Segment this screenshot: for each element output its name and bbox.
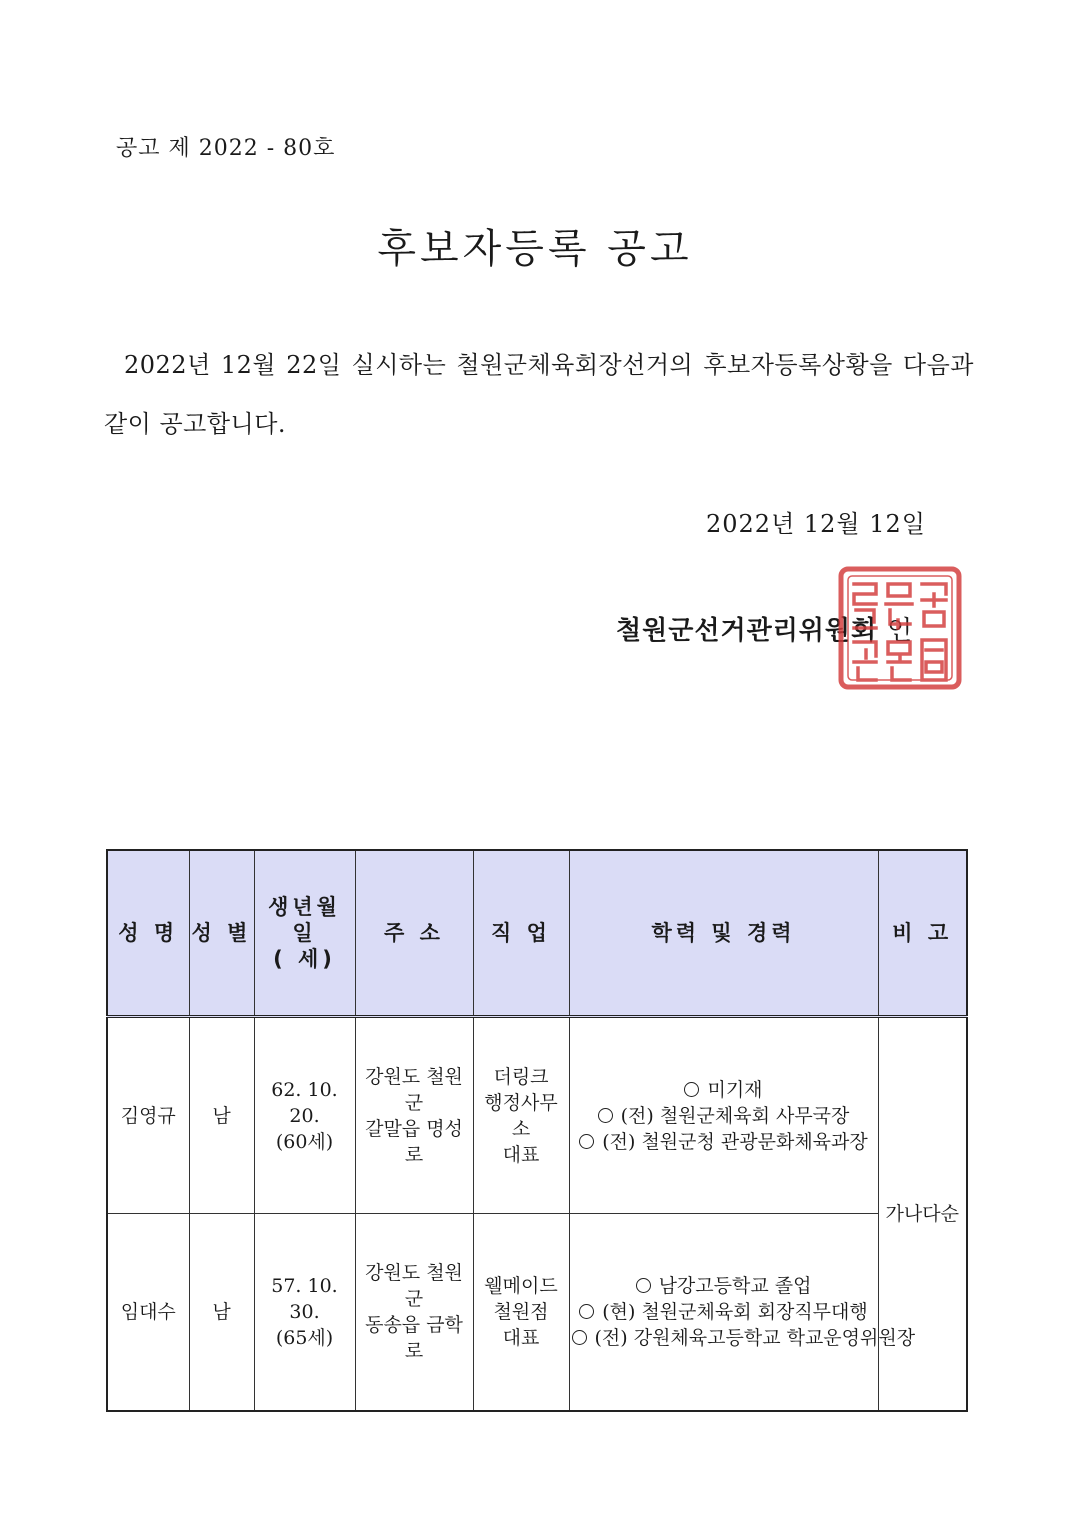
header-birth [254,850,355,1017]
notice-number: 공고 제 2022 - 80호 [116,136,336,161]
career-text: (전) 강원체육고등학교 학교운영위원장 [594,1326,916,1349]
career-item [572,1325,916,1351]
announcement-date: 2022년 12월 12일 [706,510,926,538]
official-seal-stamp [838,566,962,690]
circle-bullet-icon [598,1108,613,1123]
header-job: 직 업 [473,850,569,1017]
job-line1: 더링크 [493,1065,549,1088]
career-text: (전) 철원군청 관광문화체육과장 [602,1130,868,1153]
candidate-address [355,1214,473,1411]
career-text: 남강고등학교 졸업 [658,1274,812,1297]
address-line2: 갈말읍 명성로 [365,1117,463,1166]
circle-bullet-icon [636,1278,651,1293]
header-address: 주 소 [355,850,473,1017]
header-note: 비 고 [878,850,967,1017]
circle-bullet-icon [579,1304,594,1319]
career-item [572,1103,876,1129]
header-name: 성 명 [107,850,189,1017]
announcement-body: 2022년 12월 22일 실시하는 철원군체육회장선거의 후보자등록상황을 다음과 같이 공고합니다. [104,351,974,438]
table-row [107,1017,967,1214]
candidate-career [569,1214,916,1411]
career-item [572,1077,876,1103]
candidate-name: 임대수 [107,1214,189,1411]
birth-date: 57. 10. 30. [271,1274,338,1323]
age: (65세) [275,1326,334,1349]
header-career: 학력 및 경력 [569,850,878,1017]
seal-word: 인 [887,616,914,646]
job-line1: 웰메이드 [484,1274,558,1297]
table-row [107,1214,967,1411]
candidate-birth [254,1017,355,1214]
career-text: 미기재 [707,1078,763,1101]
candidate-name: 김영규 [107,1017,189,1214]
age: (60세) [275,1130,334,1153]
candidate-table [106,849,968,1412]
birth-date: 62. 10. 20. [271,1078,338,1127]
candidate-job [473,1214,569,1411]
job-line3: 대표 [502,1143,540,1166]
issuer-name: 철원군선거관리위원회 [616,616,878,646]
job-line3: 대표 [502,1326,540,1349]
address-line1: 강원도 철원군 [365,1065,463,1114]
header-birth-line2: ( 세) [273,947,336,971]
circle-bullet-icon [684,1082,699,1097]
career-text: (전) 철원군체육회 사무국장 [620,1104,850,1127]
career-item [572,1299,876,1325]
header-sex: 성 별 [189,850,254,1017]
circle-bullet-icon [579,1134,594,1149]
job-line2: 행정사무소 [484,1091,558,1140]
candidate-address [355,1017,473,1214]
candidate-birth [254,1214,355,1411]
candidate-career [569,1017,878,1214]
career-item [572,1273,876,1299]
header-birth-line1: 생년월일 [268,895,341,945]
career-item [572,1129,876,1155]
circle-bullet-icon [572,1330,587,1345]
candidate-sex: 남 [189,1017,254,1214]
address-line1: 강원도 철원군 [365,1261,463,1310]
note-cell: 가나다순 [878,1017,967,1411]
address-line2: 동송읍 금학로 [365,1313,463,1362]
candidate-job [473,1017,569,1214]
career-text: (현) 철원군체육회 회장직무대행 [602,1300,868,1323]
job-line2: 철원점 [493,1300,549,1323]
table-header-row [107,850,967,1017]
document-title: 후보자등록 공고 [377,225,693,272]
candidate-sex: 남 [189,1214,254,1411]
